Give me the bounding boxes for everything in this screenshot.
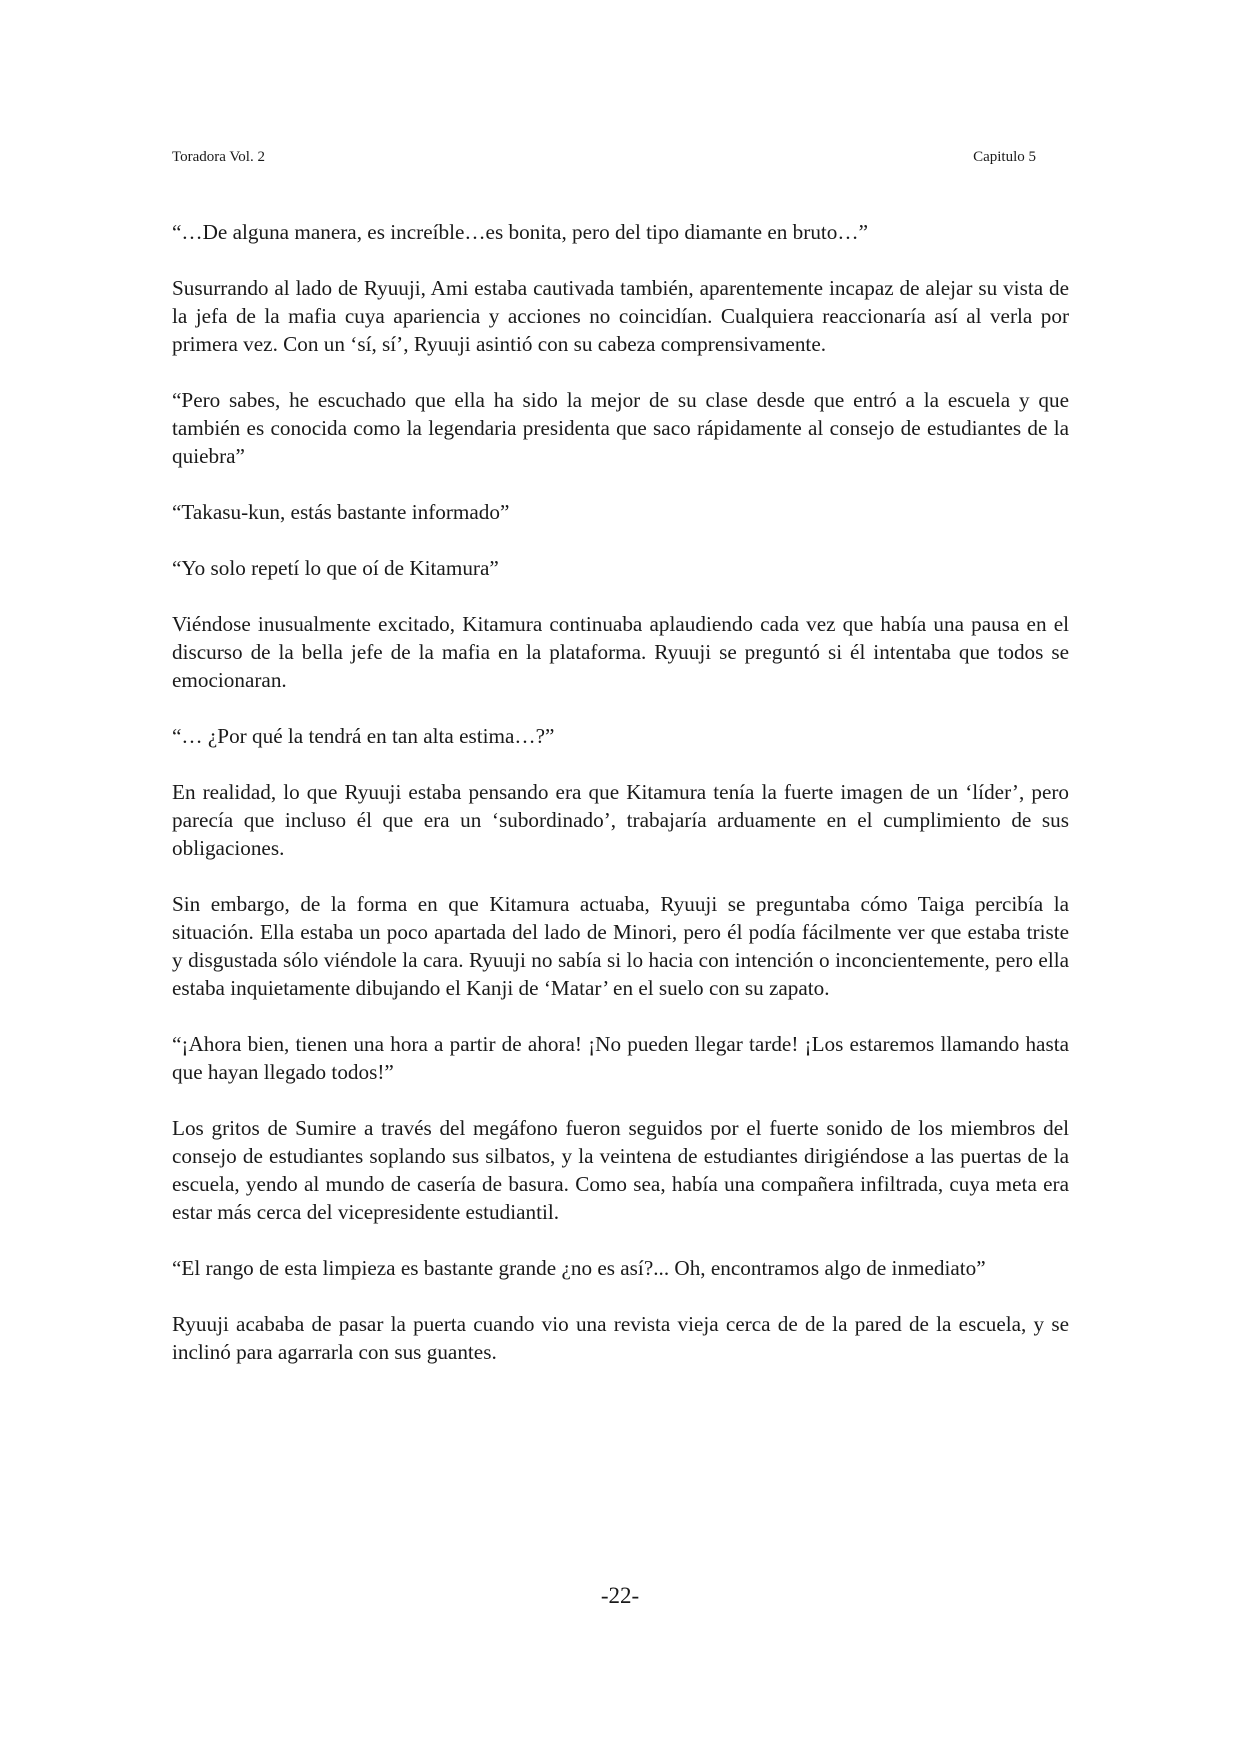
page-number: -22- (600, 1583, 640, 1608)
paragraph: “El rango de esta limpieza es bastante grande ¿no es así?... Oh, encontramos algo de inmediato” (172, 1256, 986, 1280)
paragraph: Susurrando al lado de Ryuuji, Ami estaba cautivada también, aparentemente incapaz de alejar su vista de la jefa de la mafia cuya apariencia y acciones no coincidían. Cualquiera reaccionaría así al verla por primera vez. Con un ‘sí, sí’, Ryuuji asintió con su cabeza comprensivamente. (172, 276, 1069, 356)
header-book-title: Toradora Vol. 2 (172, 149, 265, 165)
paragraph: “Takasu-kun, estás bastante informado” (172, 500, 510, 524)
paragraph: “Pero sabes, he escuchado que ella ha sido la mejor de su clase desde que entró a la escuela y que también es conocida como la legendaria presidenta que saco rápidamente al consejo de estudiantes de la quiebra” (172, 388, 1069, 468)
paragraph: “…De alguna manera, es increíble…es bonita, pero del tipo diamante en bruto…” (172, 220, 868, 244)
paragraph: Los gritos de Sumire a través del megáfono fueron seguidos por el fuerte sonido de los miembros del consejo de estudiantes soplando sus silbatos, y la veintena de estudiantes dirigiéndose a las puertas de la escuela, yendo al mundo de casería de basura. Como sea, había una compañera infiltrada, cuya meta era estar más cerca del vicepresidente estudiantil. (172, 1116, 1069, 1224)
page-body (172, 218, 1069, 1394)
paragraph: “… ¿Por qué la tendrá en tan alta estima…?” (172, 724, 555, 748)
paragraph: Ryuuji acababa de pasar la puerta cuando vio una revista vieja cerca de de la pared de la escuela, y se inclinó para agarrarla con sus guantes. (172, 1312, 1069, 1364)
page-header (172, 147, 1036, 167)
paragraph: “Yo solo repetí lo que oí de Kitamura” (172, 556, 499, 580)
header-chapter: Capitulo 5 (973, 149, 1036, 165)
paragraph: “¡Ahora bien, tienen una hora a partir de ahora! ¡No pueden llegar tarde! ¡Los estaremos llamando hasta que hayan llegado todos!” (172, 1032, 1069, 1084)
paragraph: Viéndose inusualmente excitado, Kitamura continuaba aplaudiendo cada vez que había una pausa en el discurso de la bella jefe de la mafia en la plataforma. Ryuuji se preguntó si él intentaba que todos se emocionaran. (172, 612, 1069, 692)
paragraph: En realidad, lo que Ryuuji estaba pensando era que Kitamura tenía la fuerte imagen de un ‘líder’, pero parecía que incluso él que era un ‘subordinado’, trabajaría arduamente en el cumplimiento de sus obligaciones. (172, 780, 1069, 860)
paragraph: Sin embargo, de la forma en que Kitamura actuaba, Ryuuji se preguntaba cómo Taiga percibía la situación. Ella estaba un poco apartada del lado de Minori, pero él podía fácilmente ver que estaba triste y disgustada sólo viéndole la cara. Ryuuji no sabía si lo hacia con intención o inconcientemente, pero ella estaba inquietamente dibujando el Kanji de ‘Matar’ en el suelo con su zapato. (172, 892, 1069, 1000)
